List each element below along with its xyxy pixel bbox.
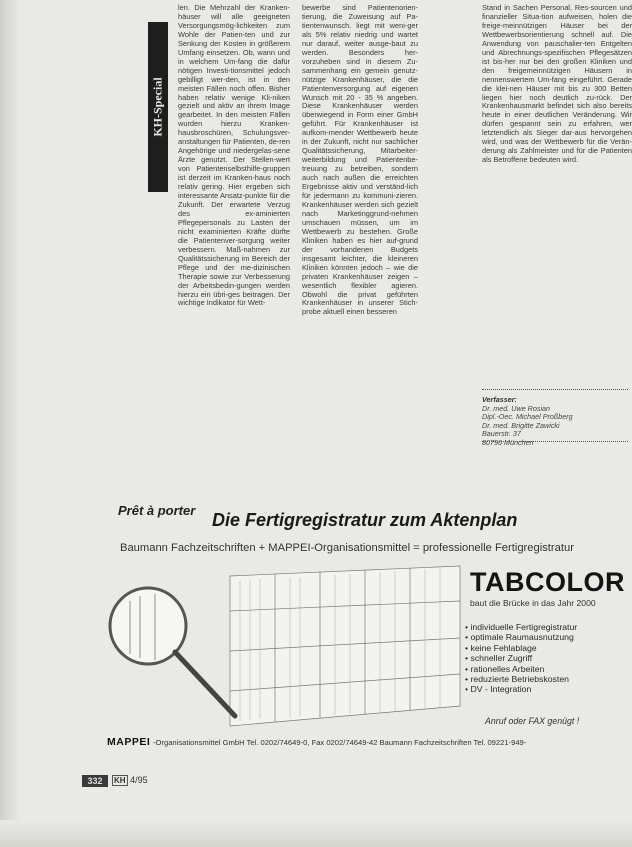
tabcolor-logo: TABCOLOR [470, 567, 625, 597]
ad-call-to-action: Anruf oder FAX genügt ! [485, 716, 580, 726]
magnifier-icon [110, 588, 235, 716]
list-item: • rationelles Arbeiten [465, 664, 577, 674]
ad-contact-line: -Organisationsmittel GmbH Tel. 0202/74649-0, Fax 0202/74649-42 Baumann Fachzeitschriften Tel. 09221-949- [153, 738, 527, 747]
article-column-2: bewerbe sind Patientenorien-tierung, die Zuweisung auf Pa-tientenwunsch. liegt mit weni-ger als 5% relativ niedrig und wartet nur darauf, weiter ausge-baut zu werden. Besonders her-vorzuheben sind in diesem Zu-sammenhang ein gemein genutz-nützige Krankenhäuser, die die Patientenversorgung auf eigenen Wunsch mit 20 - 35 % angeben. Diese Krankenhäuser werden überwiegend in Form einer GmbH geführt. Für Krankenhäuser ist aufkom-mender Wettbewerb heute in der Zukunft, nicht nur sachlicher Qualitätssicherung, Mitarbeiter-weiterbildung und Patientenbe-treuung zu betreiben, sondern auch nach außen die erreichten Ergebnisse aktiv und verständ-lich für jedermann zu kommuni-zieren. Krankenhäuser werden sich gezielt nach Marketinggrund-nehmen umschauen müssen, um im Wettbewerb zu bestehen. Große Kliniken haben es hier auf-grund der vorhandenen Budgets insgesamt leichter, die kleineren Kliniken könnten jedoch – wie die privaten Krankenhäuser zeigen – wesentlich flexibler agieren. Obwohl die privat geführten Krankenhäuser in unserer Stich-probe aktuell einen besseren [302, 4, 418, 317]
list-item: • reduzierte Betriebskosten [465, 674, 577, 684]
authors-heading: Verfasser: [482, 395, 517, 404]
mappei-logo: MAPPEI [107, 736, 151, 748]
tabcolor-tagline: baut die Brücke in das Jahr 2000 [470, 598, 596, 608]
feature-list [465, 622, 577, 695]
list-item: • keine Fehlablage [465, 643, 577, 653]
ad-pret-a-porter: Prêt à porter [118, 503, 196, 518]
article-column-3: Stand in Sachen Personal, Res-sourcen und finanzieller Situa-tion aufweisen, holen die freige-meinnützigen Häuser bei der Wettbewerbsorientierung schnell auf. Die Anwendung von pauschalier-ten Entgelten und Abrechnungs-spezifischen Pflegesätzen ist bis-her nur bei den großen Kliniken und den freigemeinnützigen Häusern in nennenswertem Um-fang eingeführt. Gerade die klei-nen Häuser mit bis zu 300 Betten liegen hier noch deutlich zu-rück. Der Krankenhausmarkt befindet sich also bereits heute in einer deutlichen Veränderung. Wir dürfen gespannt sein zu erfahren, wer letztendlich als Sieger dar-aus hervorgehen wird, und was der Wettbewerb für die Verän-derung als Zahlmeister und für die Patienten als Betroffene bedeuten wird. [482, 4, 632, 165]
author-line: Bauerstr. 37 [482, 429, 521, 439]
authors-bottom-rule [482, 441, 628, 442]
author-line: Dr. med. Brigitte Zawicki [482, 420, 560, 430]
filing-shelf-illustration [100, 556, 470, 736]
list-item: • DV - Integration [465, 684, 577, 694]
page-bottom-shadow [0, 820, 632, 847]
issue-number: 4/95 [130, 775, 148, 785]
authors-box [482, 396, 622, 448]
section-tab [148, 22, 168, 192]
list-item: • individuelle Fertigregistratur [465, 622, 577, 632]
author-line: Dr. med. Uwe Rosian [482, 403, 551, 413]
authors-top-rule [482, 389, 628, 390]
page-number: 332 [82, 775, 108, 787]
page-edge-shadow [0, 0, 20, 847]
list-item: • optimale Raumausnutzung [465, 632, 577, 642]
ad-subheadline: Baumann Fachzeitschriften + MAPPEI-Organisationsmittel = professionelle Fertigregistratur [120, 542, 574, 554]
author-line: 80796 München [482, 437, 534, 447]
journal-logo: KH [114, 776, 126, 785]
section-tab-label: KH-Special [150, 77, 165, 137]
issue-label [112, 775, 148, 785]
author-line: Dipl.-Oec. Michael Proßberg [482, 412, 573, 422]
article-column-1: len. Die Mehrzahl der Kranken-häuser will alle geeigneten Versorgungsmög-lichkeiten zum Wohle der Patien-ten und zur Senkung der Kosten in größerem Umfang einsetzen. Ob, wann und in welchem Um-fang die dafür nötigen Investi-tionsmittel jedoch gebilligt wer-den, ist in den meisten Fällen noch offen. Bisher haben relativ wenige Kli-niken gezielt und aktiv an ihrem Image gearbeitet. In den meisten Fällen wurden hierzu Kranken-hausbroschüren, Schulungsver-anstaltungen für Patienten, de-ren Angehörige und niedergelas-sene Ärzte genutzt. Der Stellen-wert von Patientenselbsthilfe-gruppen ist derzeit im Kranken-haus noch relativ gering. Hier ergeben sich interessante Ansatz-punkte für die Zukunft. Der erwartete Verzug des ex-aminierten Pflegepersonals zu Lasten der nicht examinierten Kräfte dürfte die Patientenver-sorgung weiter verbessern. Maß-nahmen zur Qualitätssicherung im Bereich der Pflege und der me-dizinischen Therapie sowie zur Verbesserung der Arbeitsbedin-gungen werden hierzu ein übri-ges beitragen. Der wichtige Indikator für Wett- [178, 4, 290, 308]
ad-headline: Die Fertigregistratur zum Aktenplan [212, 510, 518, 530]
list-item: • schneller Zugriff [465, 653, 577, 663]
